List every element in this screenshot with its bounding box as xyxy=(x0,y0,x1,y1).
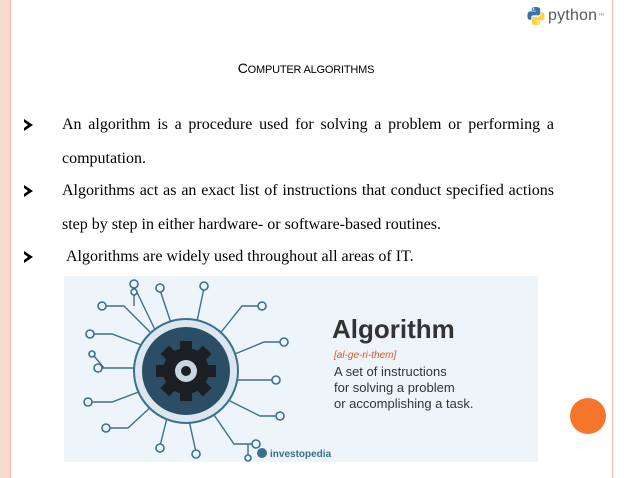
investopedia-logo-icon xyxy=(257,448,267,458)
illustration-pronunciation: [al-ge-ri-them] xyxy=(334,350,397,361)
algorithm-illustration xyxy=(64,276,538,462)
slide-title-rest: OMPUTER ALGORITHMS xyxy=(247,64,375,76)
slide-title-initial: C xyxy=(237,60,248,76)
illustration-definition-line: for solving a problem xyxy=(334,380,455,395)
python-trademark: ™ xyxy=(598,13,605,19)
gear-icon xyxy=(156,341,216,401)
python-logo xyxy=(526,4,604,28)
orange-accent-circle xyxy=(570,398,606,434)
bullet-text: Algorithms are widely used throughout all areas of IT. xyxy=(66,248,414,265)
arrow-bullet-icon xyxy=(24,119,33,131)
illustration-definition-line: or accomplishing a task. xyxy=(334,396,474,411)
illustration-definition-line: A set of instructions xyxy=(334,364,447,379)
investopedia-brand: investopedia xyxy=(270,449,332,460)
bullet-item xyxy=(34,108,554,176)
python-logo-text: python xyxy=(548,7,598,24)
bullet-text: Algorithms act as an exact list of instructions that conduct specified actions step by step in either hardware- or software-based routines. xyxy=(62,182,554,233)
slide-title xyxy=(0,60,612,76)
bullet-text: An algorithm is a procedure used for solving a problem or performing a computation. xyxy=(62,116,554,167)
right-divider-line xyxy=(612,0,613,478)
python-snake-icon xyxy=(526,6,546,26)
arrow-bullet-icon xyxy=(24,185,33,197)
algorithm-illustration-svg xyxy=(64,276,538,462)
bullet-item xyxy=(34,240,554,274)
illustration-heading: Algorithm xyxy=(332,314,455,344)
bullet-item xyxy=(34,174,554,242)
arrow-bullet-icon xyxy=(24,251,33,263)
